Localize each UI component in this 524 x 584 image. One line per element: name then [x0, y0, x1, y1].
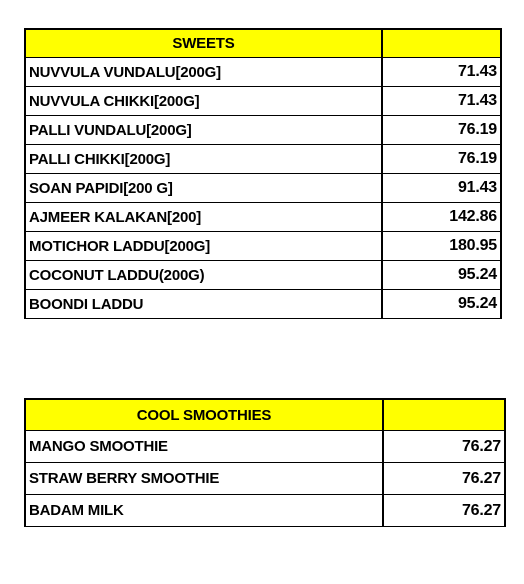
item-price: 180.95 [382, 232, 501, 261]
table-row [25, 463, 505, 495]
item-price: 142.86 [382, 203, 501, 232]
item-price: 76.27 [383, 495, 505, 527]
item-name: COCONUT LADDU(200G) [25, 261, 382, 290]
item-name: BADAM MILK [25, 495, 383, 527]
item-name: STRAW BERRY SMOOTHIE [25, 463, 383, 495]
item-name: AJMEER KALAKAN[200] [25, 203, 382, 232]
item-name: BOONDI LADDU [25, 290, 382, 319]
item-name: MOTICHOR LADDU[200G] [25, 232, 382, 261]
sweets-table [24, 28, 502, 319]
item-name: NUVVULA VUNDALU[200G] [25, 58, 382, 87]
item-price: 76.27 [383, 431, 505, 463]
table-row [25, 431, 505, 463]
smoothies-table [24, 398, 506, 527]
table-row [25, 290, 501, 319]
sweets-price-header [382, 29, 501, 58]
item-name: PALLI CHIKKI[200G] [25, 145, 382, 174]
item-name: MANGO SMOOTHIE [25, 431, 383, 463]
table-row [25, 58, 501, 87]
table-row [25, 495, 505, 527]
item-price: 71.43 [382, 58, 501, 87]
table-row [25, 203, 501, 232]
item-price: 76.19 [382, 116, 501, 145]
item-name: SOAN PAPIDI[200 G] [25, 174, 382, 203]
item-price: 91.43 [382, 174, 501, 203]
table-row [25, 116, 501, 145]
sweets-header-row [25, 29, 501, 58]
smoothies-header-row [25, 399, 505, 431]
item-price: 71.43 [382, 87, 501, 116]
table-row [25, 145, 501, 174]
item-price: 76.27 [383, 463, 505, 495]
smoothies-price-header [383, 399, 505, 431]
table-row [25, 261, 501, 290]
smoothies-title: COOL SMOOTHIES [25, 399, 383, 431]
sweets-title: SWEETS [25, 29, 382, 58]
item-price: 95.24 [382, 261, 501, 290]
item-name: PALLI VUNDALU[200G] [25, 116, 382, 145]
table-row [25, 232, 501, 261]
item-name: NUVVULA CHIKKI[200G] [25, 87, 382, 116]
item-price: 95.24 [382, 290, 501, 319]
table-row [25, 87, 501, 116]
table-row [25, 174, 501, 203]
item-price: 76.19 [382, 145, 501, 174]
